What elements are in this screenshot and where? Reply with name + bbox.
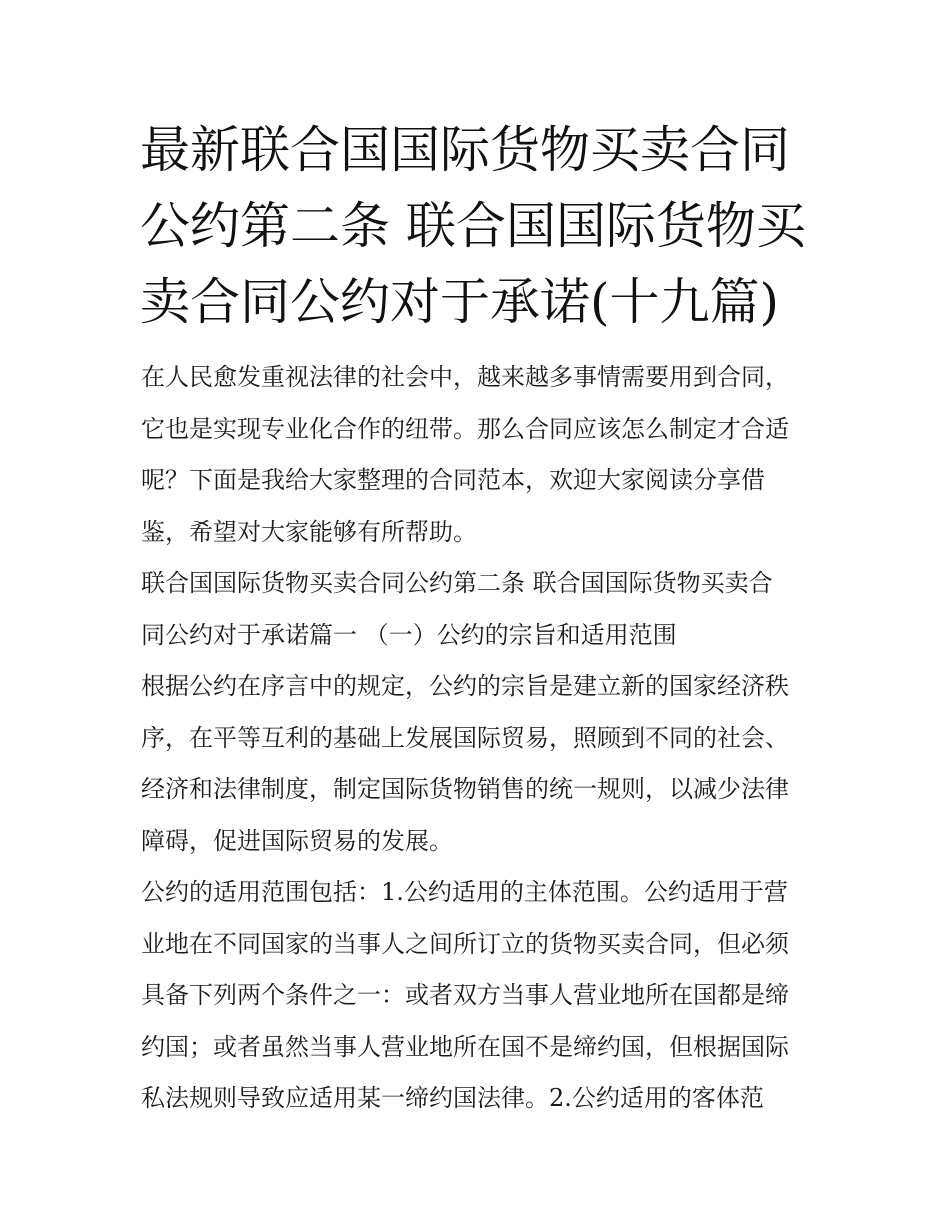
body-line: 鉴，希望对大家能够有所帮助。 [141, 517, 477, 546]
body-line: 序，在平等互利的基础上发展国际贸易，照顾到不同的社会、 [141, 723, 789, 752]
body-line: 业地在不同国家的当事人之间所订立的货物买卖合同，但必须 [141, 929, 789, 958]
body-line: 私法规则导致应适用某一缔约国法律。2.公约适用的客体范 [141, 1084, 764, 1112]
body-line: 障碍，促进国际贸易的发展。 [141, 826, 453, 855]
body-line: 呢？下面是我给大家整理的合同范本，欢迎大家阅读分享借 [141, 466, 765, 494]
body-line: 公约的适用范围包括：1.公约适用的主体范围。公约适用于营 [141, 878, 788, 906]
body-line: 根据公约在序言中的规定，公约的宗旨是建立新的国家经济秩 [141, 672, 789, 700]
title-line: 卖合同公约对于承诺(十九篇) [140, 273, 780, 331]
document-title [140, 112, 820, 340]
title-line: 最新联合国国际货物买卖合同 [140, 121, 790, 179]
title-line: 公约第二条 联合国国际货物买 [140, 197, 806, 255]
body-line: 联合国国际货物买卖合同公约第二条 联合国国际货物买卖合 [141, 569, 773, 597]
body-line: 具备下列两个条件之一：或者双方当事人营业地所在国都是缔 [141, 981, 789, 1009]
body-line: 在人民愈发重视法律的社会中，越来越多事情需要用到合同， [141, 363, 789, 391]
body-line: 经济和法律制度，制定国际货物销售的统一规则，以减少法律 [141, 775, 789, 803]
body-line: 它也是实现专业化合作的纽带。那么合同应该怎么制定才合适 [141, 414, 789, 443]
body-line: 同公约对于承诺篇一 （一）公约的宗旨和适用范围 [141, 620, 677, 649]
body-line: 约国；或者虽然当事人营业地所在国不是缔约国，但根据国际 [141, 1032, 789, 1061]
document-body [141, 352, 831, 1125]
